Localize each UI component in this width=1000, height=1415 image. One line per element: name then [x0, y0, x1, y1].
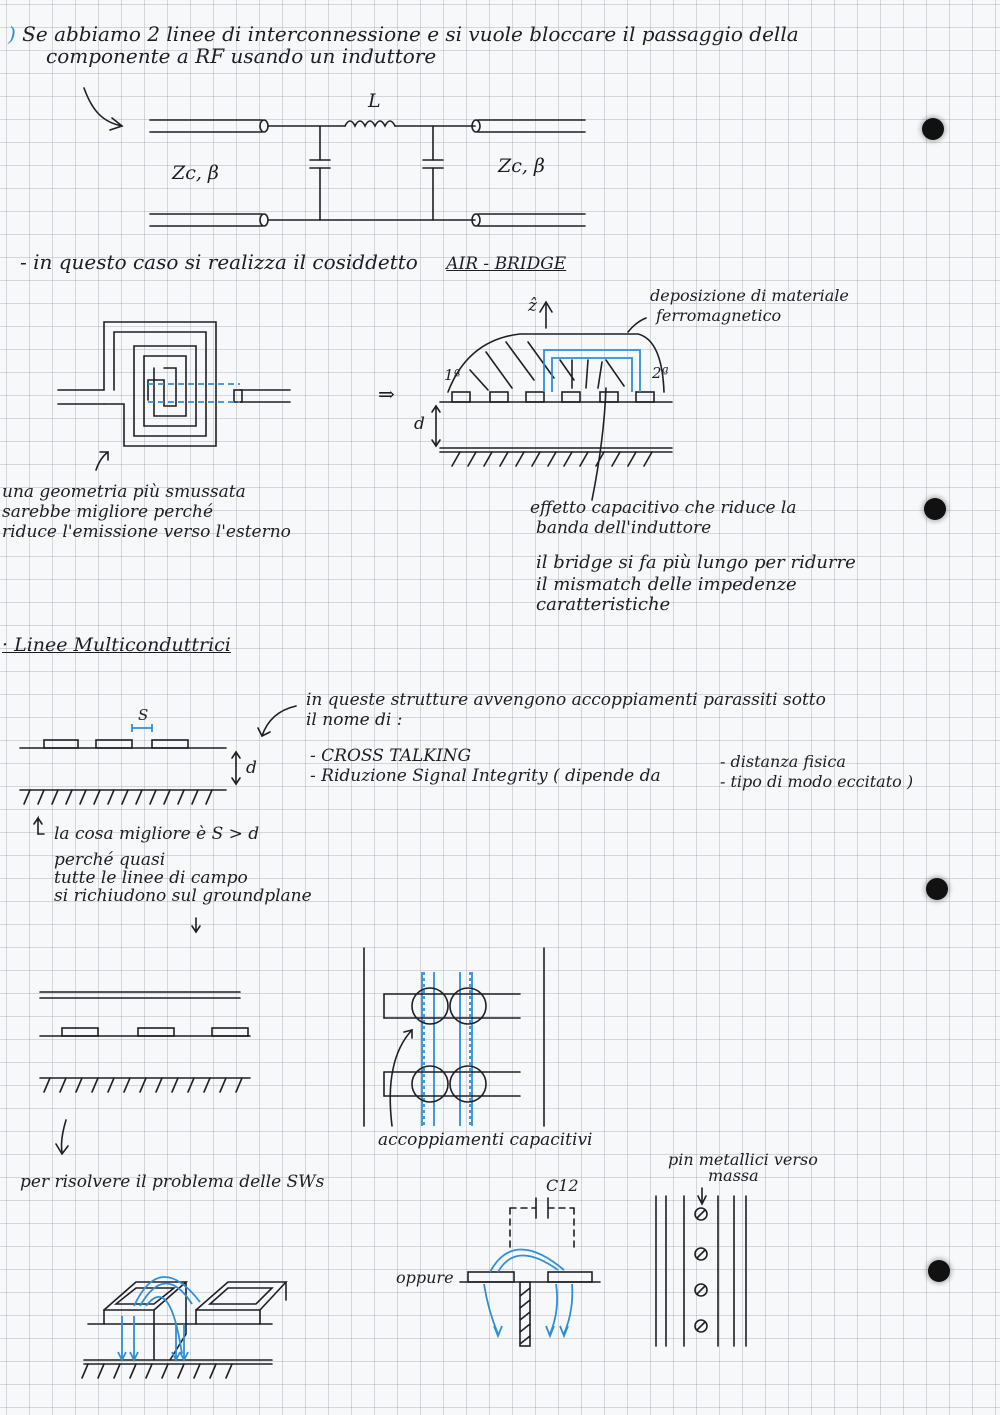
bridge-note-2: il mismatch delle impedenze: [536, 574, 797, 595]
coupling-label: accoppiamenti capacitivi: [378, 1130, 593, 1150]
best-note-3: tutte le linee di campo: [54, 868, 248, 888]
intro-line-2: componente a RF usando un induttore: [46, 44, 437, 68]
multiconductor-heading: · Linee Multiconduttrici: [2, 634, 231, 656]
spiral-note-3: riduce l'emissione verso l'esterno: [2, 522, 291, 542]
second-turn-label: 2ª: [652, 364, 669, 382]
coupling-intro-1: in queste strutture avvengono accoppiamenti parassiti sotto: [306, 690, 826, 710]
height-label: d: [414, 414, 425, 434]
intro-line-1: ) Se abbiamo 2 linee di interconnessione e si vuole bloccare il passaggio della: [8, 22, 799, 46]
physical-distance-item: - distanza fisica: [720, 752, 846, 771]
best-note-4: si richiudono sul groundplane: [54, 886, 312, 906]
airbridge-term: AIR - BRIDGE: [446, 254, 567, 274]
spiral-note-1: una geometria più smussata: [2, 482, 246, 502]
z-axis-label: ẑ: [528, 296, 537, 316]
coupling-intro-2: il nome di :: [306, 710, 403, 730]
deposition-note-1: deposizione di materiale: [650, 286, 849, 305]
excited-mode-item: - tipo di modo eccitato ): [720, 772, 914, 791]
capacitor-label: C12: [546, 1176, 579, 1195]
bridge-note-3: caratteristiche: [536, 594, 671, 615]
solution-caption: per risolvere il problema delle SWs: [20, 1172, 325, 1192]
line-height-label: d: [246, 758, 257, 778]
capacitive-note-1: effetto capacitivo che riduce la: [530, 498, 797, 518]
signal-integrity-item: - Riduzione Signal Integrity ( dipende da: [310, 766, 661, 786]
best-note-2: perché quasi: [54, 850, 166, 870]
bridge-note-1: il bridge si fa più lungo per ridurre: [536, 552, 856, 573]
pins-label-1: pin metallici verso: [668, 1150, 818, 1169]
spacing-label: S: [138, 706, 149, 724]
bullet-marker: ): [8, 22, 16, 46]
implication-arrow: ⇒: [378, 382, 395, 406]
deposition-note-2: ferromagnetico: [656, 306, 782, 325]
right-line-impedance: Zc, β: [498, 155, 545, 177]
capacitive-note-2: banda dell'induttore: [536, 518, 712, 538]
spiral-note-2: sarebbe migliore perché: [2, 502, 214, 522]
first-turn-label: 1ª: [444, 366, 461, 384]
inductor-label: L: [368, 90, 381, 112]
best-note-1: la cosa migliore è S > d: [54, 824, 260, 844]
crosstalk-item: - CROSS TALKING: [310, 746, 472, 766]
airbridge-caption: - in questo caso si realizza il cosiddetto AIR - BRIDGE: [20, 250, 567, 274]
pins-label-2: massa: [708, 1166, 759, 1185]
left-line-impedance: Zc, β: [172, 162, 219, 184]
oppure-label: oppure: [396, 1268, 454, 1287]
